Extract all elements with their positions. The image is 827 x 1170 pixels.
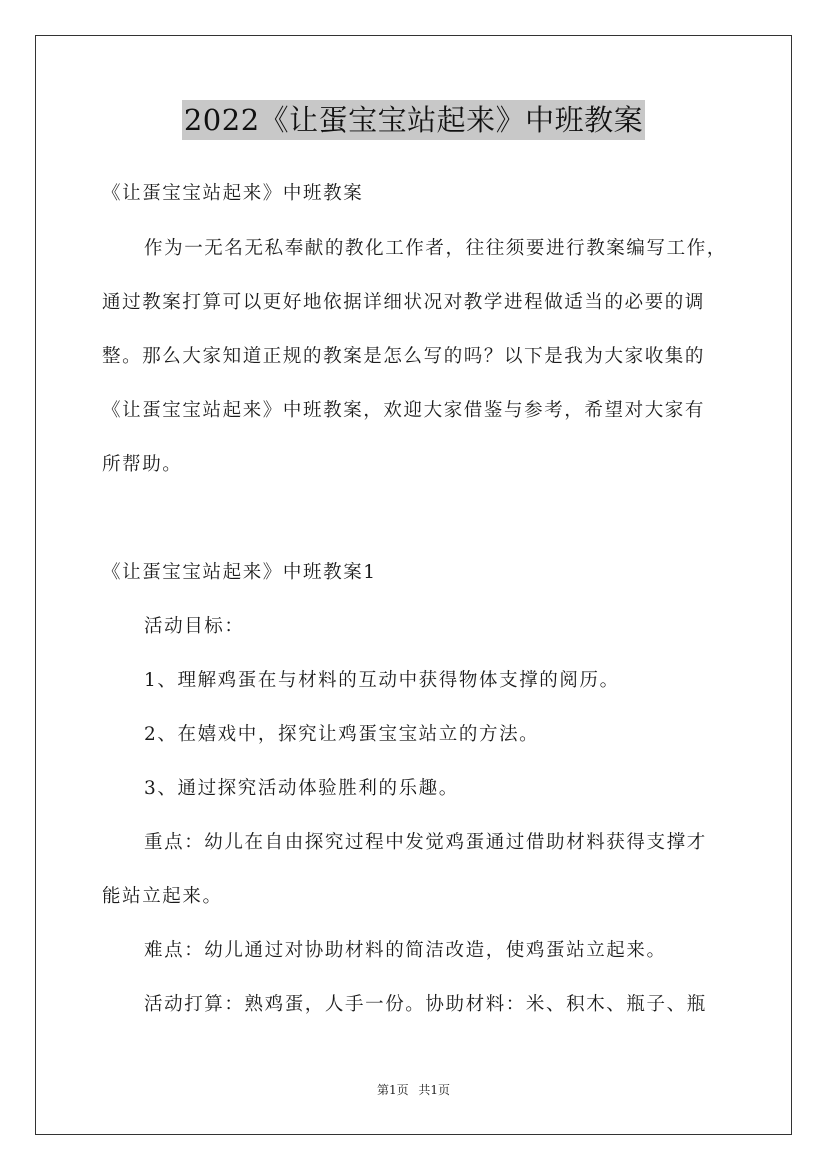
page-number-total: 共1页 <box>418 1083 451 1097</box>
goal-item-2: 2、在嬉戏中，探究让鸡蛋宝宝站立的方法。 <box>144 724 540 745</box>
key-point-line-1: 重点：幼儿在自由探究过程中发觉鸡蛋通过借助材料获得支撑才 <box>144 832 707 853</box>
key-point-line-2: 能站立起来。 <box>102 886 223 907</box>
intro-line-3: 整。那么大家知道正规的教案是怎么写的吗？以下是我为大家收集的 <box>102 346 706 367</box>
document-title: 2022《让蛋宝宝站起来》中班教案 <box>182 100 645 140</box>
title-container <box>0 100 827 140</box>
page-footer <box>0 1082 827 1098</box>
intro-line-2: 通过教案打算可以更好地依据详细状况对教学进程做适当的必要的调 <box>102 292 706 313</box>
intro-line-5: 所帮助。 <box>102 454 183 475</box>
section-heading: 《让蛋宝宝站起来》中班教案1 <box>102 562 377 583</box>
intro-line-1: 作为一无名无私奉献的教化工作者，往往须要进行教案编写工作， <box>144 238 727 259</box>
preparation-line: 活动打算：熟鸡蛋，人手一份。协助材料：米、积木、瓶子、瓶 <box>144 994 707 1015</box>
intro-line-4: 《让蛋宝宝站起来》中班教案，欢迎大家借鉴与参考，希望对大家有 <box>102 400 706 421</box>
goal-item-3: 3、通过探究活动体验胜利的乐趣。 <box>144 778 459 799</box>
goal-item-1: 1、理解鸡蛋在与材料的互动中获得物体支撑的阅历。 <box>144 670 620 691</box>
difficulty-line: 难点：幼儿通过对协助材料的简洁改造，使鸡蛋站立起来。 <box>144 940 667 961</box>
document-subtitle: 《让蛋宝宝站起来》中班教案 <box>102 183 364 204</box>
goals-label: 活动目标： <box>144 616 245 637</box>
page-number-current: 第1页 <box>376 1083 409 1097</box>
